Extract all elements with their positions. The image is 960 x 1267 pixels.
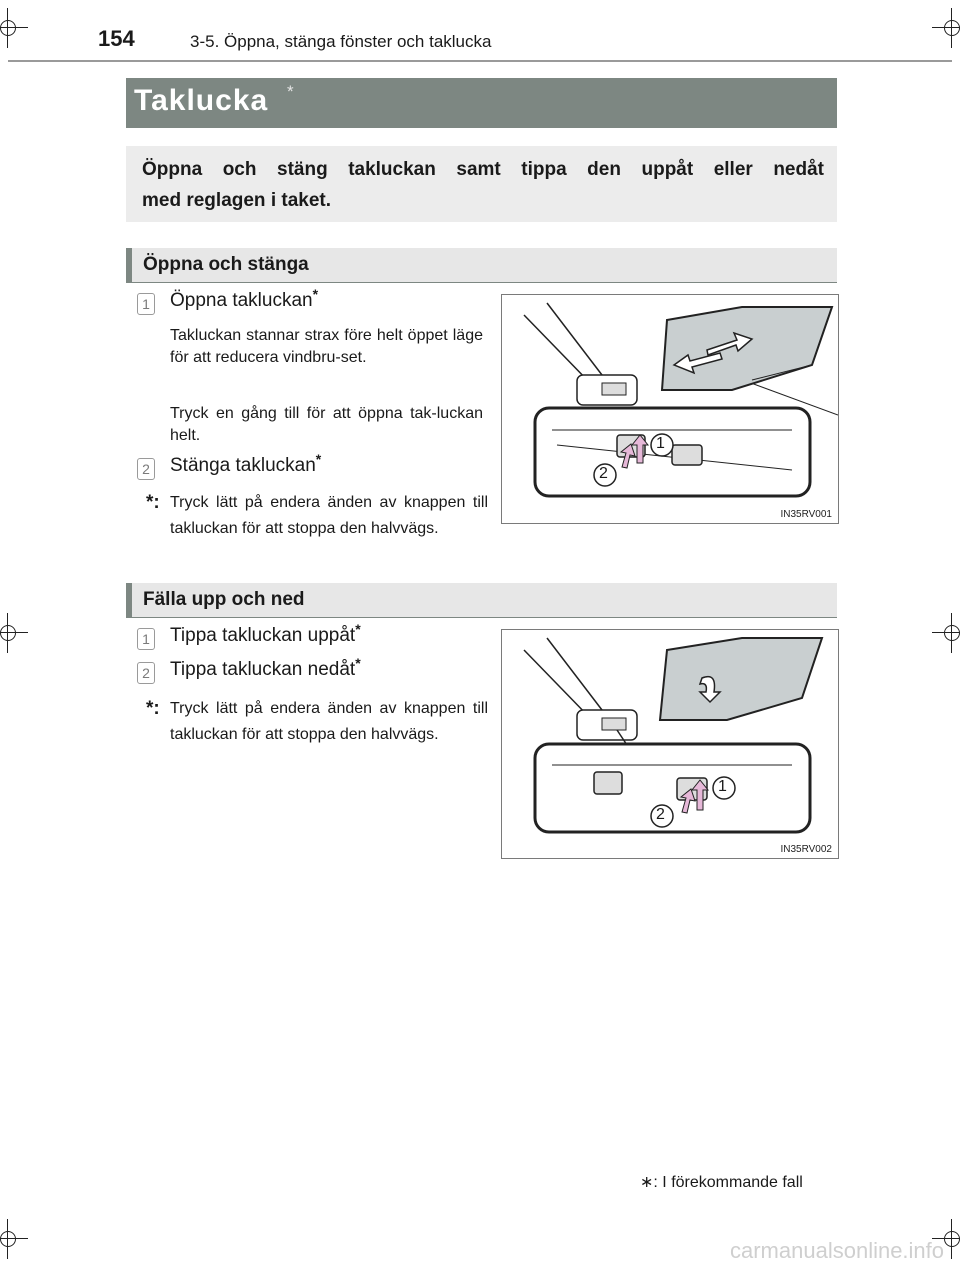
- item-asterisk: *: [312, 286, 319, 302]
- item-close-sunroof: [170, 451, 322, 477]
- item-number-badge: 2: [137, 458, 155, 480]
- section-bar: [126, 583, 132, 617]
- section-heading-open-close: [126, 248, 837, 283]
- section-bar: [126, 248, 132, 282]
- callout-2: 2: [656, 806, 665, 823]
- overhead-console-illustration: [502, 295, 838, 523]
- footer-note: ∗: I förekommande fall: [640, 1174, 803, 1191]
- footnote-mark: *:: [146, 698, 160, 719]
- callout-1: 1: [656, 435, 665, 452]
- figure-tilt: [501, 629, 839, 859]
- chapter-title: 3-5. Öppna, stänga fönster och taklucka: [190, 32, 492, 51]
- page-number: 154: [98, 26, 135, 51]
- item-tilt-up: [170, 621, 361, 647]
- item-paragraph: Tryck en gång till för att öppna tak-luckan helt.: [170, 405, 483, 444]
- crop-mark-mid-right: [942, 623, 960, 643]
- figure-open-close: [501, 294, 839, 524]
- item-asterisk: *: [315, 451, 322, 467]
- header-rule: [8, 60, 952, 62]
- item-number-badge: 1: [137, 628, 155, 650]
- page-title: Taklucka: [134, 84, 269, 117]
- intro-line-2: med reglagen i taket.: [142, 190, 332, 211]
- overhead-console-illustration: [502, 630, 838, 858]
- item-label: Stänga takluckan: [170, 455, 316, 476]
- crop-mark-bottom-right: [942, 1229, 960, 1249]
- item-label: Tippa takluckan uppåt: [170, 625, 356, 646]
- intro-line-1: Öppna och stäng takluckan samt tippa den uppåt eller nedåt: [142, 159, 824, 180]
- footnote-mark: *:: [146, 492, 160, 513]
- footnote-text: Tryck lätt på endera änden av knappen till takluckan för att stoppa den halvvägs.: [170, 700, 488, 743]
- item-number-badge: 1: [137, 293, 155, 315]
- figure-code: IN35RV001: [780, 509, 832, 520]
- crop-mark-top-left: [0, 18, 18, 38]
- item-open-sunroof: [170, 286, 319, 312]
- intro-box: [126, 146, 837, 222]
- figure-code: IN35RV002: [780, 844, 832, 855]
- item-label: Öppna takluckan: [170, 290, 313, 311]
- callout-1: 1: [718, 778, 727, 795]
- callout-2: 2: [599, 465, 608, 482]
- section-heading-label: Fälla upp och ned: [143, 589, 305, 610]
- crop-mark-bottom-left: [0, 1229, 18, 1249]
- watermark: carmanualsonline.info: [730, 1238, 945, 1263]
- item-number-badge: 2: [137, 662, 155, 684]
- footnote-text: Tryck lätt på endera änden av knappen till takluckan för att stoppa den halvvägs.: [170, 494, 488, 537]
- title-band: [126, 78, 837, 128]
- footnote-halfway: [146, 490, 488, 570]
- footnote-halfway: [146, 696, 488, 776]
- crop-mark-top-right: [942, 18, 960, 38]
- item-tilt-down: [170, 655, 361, 681]
- item-asterisk: *: [355, 655, 361, 671]
- item-label: Tippa takluckan nedåt: [170, 659, 356, 680]
- title-asterisk: *: [287, 82, 294, 101]
- crop-mark-mid-left: [0, 623, 18, 643]
- item-asterisk: *: [355, 621, 361, 637]
- item-paragraph: Takluckan stannar strax före helt öppet läge för att reducera vindbru-set.: [170, 327, 483, 366]
- section-heading-tilt: [126, 583, 837, 618]
- section-heading-label: Öppna och stänga: [143, 254, 309, 275]
